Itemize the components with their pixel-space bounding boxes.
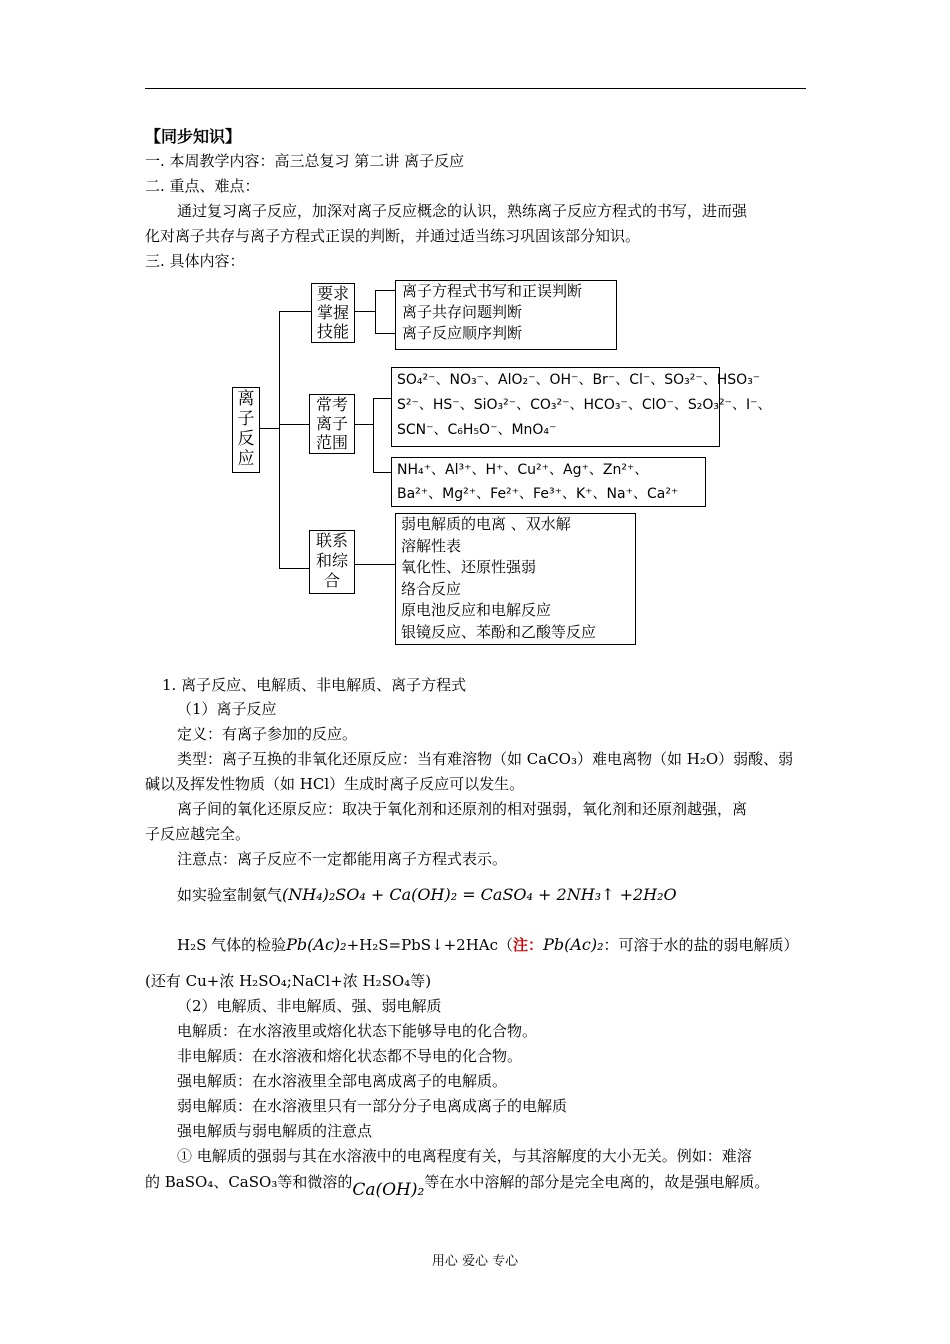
connector bbox=[355, 311, 375, 312]
cation-row: NH₄⁺、Al³⁺、H⁺、Cu²⁺、Ag⁺、Zn²⁺、 bbox=[397, 462, 649, 478]
connector bbox=[279, 311, 280, 569]
section-heading: 【同步知识】 bbox=[145, 127, 242, 146]
definition-line: 定义：有离子参加的反应。 bbox=[177, 725, 358, 743]
lead-acetate-formula: Pb(Ac)₂ bbox=[286, 935, 347, 954]
h2s-equation: +H₂S=PbS↓+2HAc（ bbox=[346, 936, 514, 954]
def-electrolyte: 电解质：在水溶液里或熔化状态下能够导电的化合物。 bbox=[177, 1022, 538, 1040]
diagram-skills-list bbox=[395, 280, 617, 350]
calcium-hydroxide-formula: Ca(OH)₂ bbox=[352, 1180, 425, 1200]
note-label: 注： bbox=[513, 936, 544, 954]
connector bbox=[375, 290, 376, 333]
page-footer: 用心 爱心 专心 bbox=[431, 1254, 519, 1269]
connector bbox=[373, 398, 374, 472]
ammonia-example-prefix: 如实验室制氨气 bbox=[177, 886, 283, 904]
notes-heading: 强电解质与弱电解质的注意点 bbox=[177, 1122, 373, 1140]
section-1-title: 1. 离子反应、电解质、非电解质、离子方程式 bbox=[162, 676, 467, 694]
synthesis-item: 弱电解质的电离 、双水解 bbox=[401, 515, 571, 533]
connector bbox=[279, 311, 311, 312]
note-line: 注意点：离子反应不一定都能用离子方程式表示。 bbox=[177, 850, 508, 868]
connector bbox=[373, 472, 391, 473]
point-1-line-1: ① 电解质的强弱与其在水溶液中的电离程度有关，与其溶解度的大小无关。例如：难溶 bbox=[177, 1147, 752, 1165]
synthesis-item: 氧化性、还原性强弱 bbox=[401, 558, 537, 576]
lead-acetate-formula-2: Pb(Ac)₂ bbox=[543, 935, 604, 954]
diagram-branch-synthesis bbox=[309, 530, 355, 594]
def-nonelectrolyte: 非电解质：在水溶液和熔化状态都不导电的化合物。 bbox=[177, 1047, 523, 1065]
point-1-pre: 的 BaSO₄、CaSO₃等和微溶的 bbox=[145, 1173, 353, 1191]
line-week-content: 一. 本周教学内容：高三总复习 第二讲 离子反应 bbox=[145, 152, 465, 170]
branch-synthesis-label: 联系和综合 bbox=[315, 531, 348, 590]
connector bbox=[259, 428, 279, 429]
anion-row: SO₄²⁻、NO₃⁻、AlO₂⁻、OH⁻、Br⁻、Cl⁻、SO₃²⁻、HSO₃⁻ bbox=[397, 372, 761, 388]
diagram-root-box bbox=[232, 387, 260, 473]
header-rule bbox=[145, 88, 806, 89]
paragraph-intro-2: 化对离子共存与离子方程式正误的判断，并通过适当练习巩固该部分知识。 bbox=[145, 227, 641, 245]
subsection-1-2: （2）电解质、非电解质、强、弱电解质 bbox=[177, 997, 442, 1015]
type-line-2: 碱以及挥发性物质（如 HCl）生成时离子反应可以发生。 bbox=[145, 775, 525, 793]
ammonia-example bbox=[177, 886, 677, 904]
type-line-1: 类型：离子互换的非氧化还原反应：当有难溶物（如 CaCO₃）难电离物（如 H₂O）弱酸、弱 bbox=[177, 750, 794, 768]
extra-examples: (还有 Cu+浓 H₂SO₄;NaCl+浓 H₂SO₄等) bbox=[145, 972, 432, 990]
connector bbox=[355, 424, 373, 425]
h2s-note-tail: ：可溶于水的盐的弱电解质） bbox=[603, 936, 799, 954]
redox-line-2: 子反应越完全。 bbox=[145, 825, 251, 843]
connector bbox=[279, 424, 311, 425]
skill-item: 离子共存问题判断 bbox=[402, 303, 523, 321]
diagram-cations-box bbox=[391, 457, 706, 507]
synthesis-item: 原电池反应和电解反应 bbox=[401, 601, 552, 619]
diagram-anions-box bbox=[391, 367, 772, 447]
diagram-branch-ions bbox=[309, 394, 355, 454]
connector bbox=[279, 568, 311, 569]
connector bbox=[355, 564, 395, 565]
paragraph-intro-1: 通过复习离子反应，加深对离子反应概念的认识，熟练离子反应方程式的书写，进而强 bbox=[177, 202, 748, 220]
anion-row: SCN⁻、C₆H₅O⁻、MnO₄⁻ bbox=[397, 422, 557, 438]
def-strong-electrolyte: 强电解质：在水溶液里全部电离成离子的电解质。 bbox=[177, 1072, 508, 1090]
h2s-example bbox=[177, 936, 799, 954]
point-1-post: 等在水中溶解的部分是完全电离的，故是强电解质。 bbox=[424, 1173, 770, 1191]
diagram-root-label: 离子反应 bbox=[237, 389, 255, 469]
synthesis-item: 银镜反应、苯酚和乙酸等反应 bbox=[401, 622, 597, 641]
connector bbox=[373, 398, 391, 399]
branch-skills-label: 要求掌握技能 bbox=[316, 284, 349, 341]
ammonia-equation: (NH₄)₂SO₄ + Ca(OH)₂ = CaSO₄ + 2NH₃↑ +2H₂O bbox=[282, 885, 677, 904]
def-weak-electrolyte: 弱电解质：在水溶液里只有一部分分子电离成离子的电解质 bbox=[177, 1097, 568, 1115]
diagram-branch-skills bbox=[311, 283, 355, 343]
line-key-points: 二. 重点、难点： bbox=[145, 177, 260, 195]
skill-item: 离子反应顺序判断 bbox=[402, 324, 523, 342]
connector bbox=[375, 333, 395, 334]
connector bbox=[375, 290, 395, 291]
synthesis-item: 络合反应 bbox=[401, 579, 462, 598]
h2s-prefix: H₂S 气体的检验 bbox=[177, 936, 287, 954]
redox-line-1: 离子间的氧化还原反应：取决于氧化剂和还原剂的相对强弱，氧化剂和还原剂越强，离 bbox=[177, 800, 748, 818]
synthesis-item: 溶解性表 bbox=[401, 536, 462, 555]
cation-row: Ba²⁺、Mg²⁺、Fe²⁺、Fe³⁺、K⁺、Na⁺、Ca²⁺ bbox=[397, 486, 679, 502]
point-1-line-2 bbox=[145, 1173, 770, 1200]
subsection-1-1: （1）离子反应 bbox=[177, 700, 277, 718]
branch-ions-label: 常考离子范围 bbox=[315, 395, 348, 452]
anion-row: S²⁻、HS⁻、SiO₃²⁻、CO₃²⁻、HCO₃⁻、ClO⁻、S₂O₃²⁻、I⁻、 bbox=[397, 397, 772, 413]
diagram-synthesis-list bbox=[395, 513, 636, 645]
line-specific-content: 三. 具体内容： bbox=[145, 252, 245, 270]
skill-item: 离子方程式书写和正误判断 bbox=[402, 282, 583, 300]
